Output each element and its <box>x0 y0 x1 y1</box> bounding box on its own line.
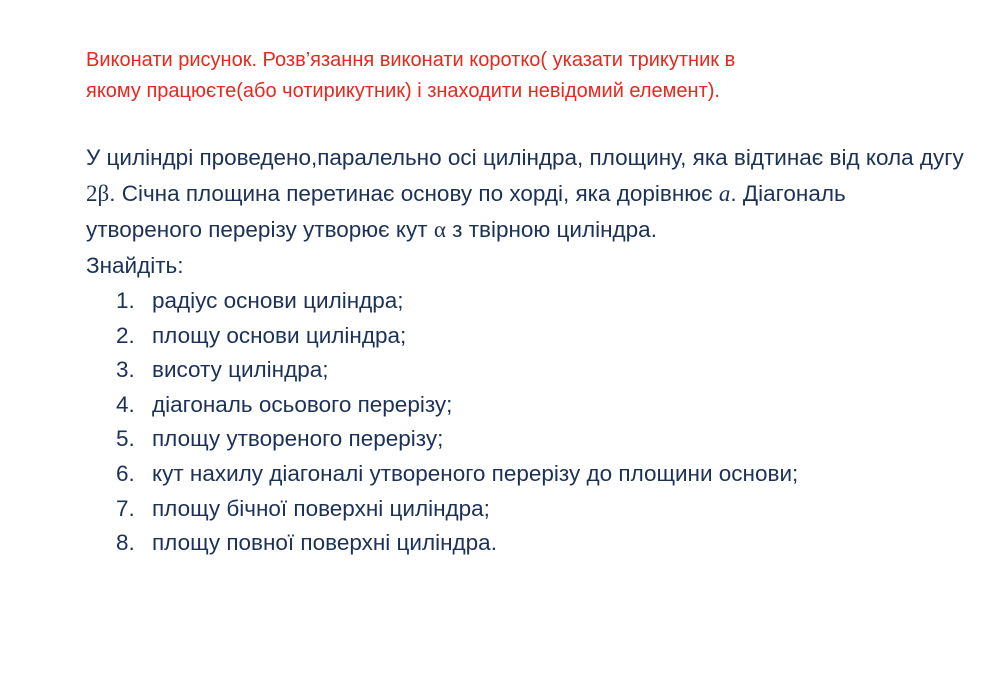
task-number: 3. <box>116 357 135 383</box>
instruction-line-1: Виконати рисунок. Розв’язання виконати коротко( указати трикутник в <box>86 49 736 71</box>
chord-variable: a <box>718 181 731 206</box>
task-item <box>116 284 966 319</box>
task-text: висоту циліндра; <box>152 357 329 383</box>
task-item <box>116 422 966 457</box>
task-number: 1. <box>116 288 135 313</box>
find-label: Знайдіть: <box>86 253 184 278</box>
problem-segment-3: . Діагональ утвореного перерізу утворює кут <box>86 181 846 242</box>
angle-variable: α <box>433 217 446 242</box>
task-text: радіус основи циліндра; <box>152 288 404 313</box>
task-list <box>86 284 966 561</box>
task-text: кут нахилу діагоналі утвореного перерізу до площини основи; <box>152 460 799 486</box>
task-text: діагональ осьового перерізу; <box>152 391 453 417</box>
task-item <box>116 388 966 423</box>
task-number: 2. <box>116 322 135 348</box>
problem-segment-4: з твірною циліндра. <box>445 217 657 242</box>
task-item <box>116 319 966 354</box>
task-item <box>116 457 966 492</box>
problem-statement <box>86 140 966 248</box>
problem-segment-2: . Січна площина перетинає основу по хорді, яка дорівнює <box>109 181 719 206</box>
task-text: площу бічної поверхні циліндра; <box>152 495 490 521</box>
arc-formula: 2β <box>86 181 110 206</box>
task-text: площу основи циліндра; <box>152 322 407 348</box>
task-text: площу повної поверхні циліндра. <box>152 530 497 556</box>
task-item <box>116 526 966 561</box>
task-item <box>116 353 966 388</box>
instruction-text <box>86 45 946 107</box>
task-number: 4. <box>116 391 135 417</box>
task-text: площу утвореного перерізу; <box>152 426 444 452</box>
task-number: 7. <box>116 495 135 521</box>
task-item <box>116 492 966 527</box>
task-number: 8. <box>116 530 135 556</box>
task-number: 6. <box>116 460 135 486</box>
problem-block <box>86 140 966 561</box>
problem-segment-1: У циліндрі проведено,паралельно осі циліндра, площину, яка відтинає від кола дугу <box>86 145 964 170</box>
task-number: 5. <box>116 426 135 452</box>
instruction-line-2: якому працюєте(або чотирикутник) і знаходити невідомий елемент). <box>86 80 720 102</box>
